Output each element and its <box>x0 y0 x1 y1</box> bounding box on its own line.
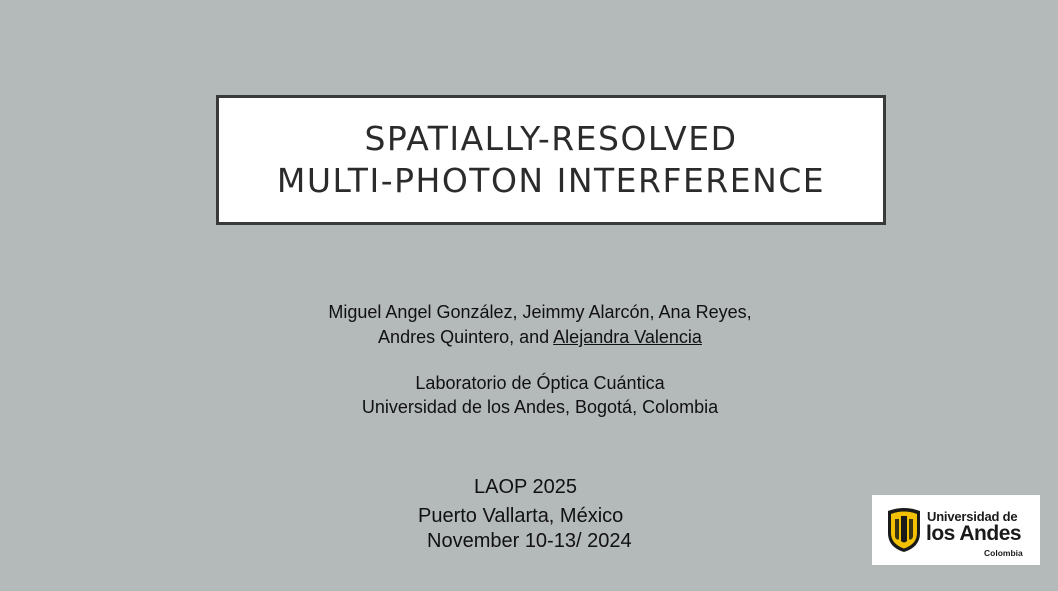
title-line-1: SPATIALLY-RESOLVED <box>364 119 738 158</box>
lab-name: Laboratorio de Óptica Cuántica <box>415 373 665 393</box>
conference-place: Puerto Vallarta, México <box>418 505 624 527</box>
logo-text-colombia: Colombia <box>984 548 1023 558</box>
conference-date: November 10-13/ 2024 <box>427 530 632 552</box>
uniandes-emblem-icon <box>886 507 922 553</box>
authors <box>240 300 840 350</box>
affiliation <box>240 371 840 419</box>
university-name: Universidad de los Andes, Bogotá, Colombia <box>361 397 719 417</box>
logo-text-universidad: Universidad de <box>927 509 1018 524</box>
title-box <box>216 95 886 225</box>
university-logo <box>872 495 1040 565</box>
title-line-2: MULTI-PHOTON INTERFERENCE <box>276 161 826 200</box>
presenter-name: Alejandra Valencia <box>553 327 702 347</box>
authors-line-2-prefix: Andres Quintero, and <box>378 327 554 347</box>
logo-text-los-andes: los Andes <box>926 522 1022 545</box>
conference-name: LAOP 2025 <box>474 476 578 498</box>
authors-line-1: Miguel Angel González, Jeimmy Alarcón, Ana Reyes, <box>328 302 752 322</box>
authors-line-2 <box>240 325 840 350</box>
